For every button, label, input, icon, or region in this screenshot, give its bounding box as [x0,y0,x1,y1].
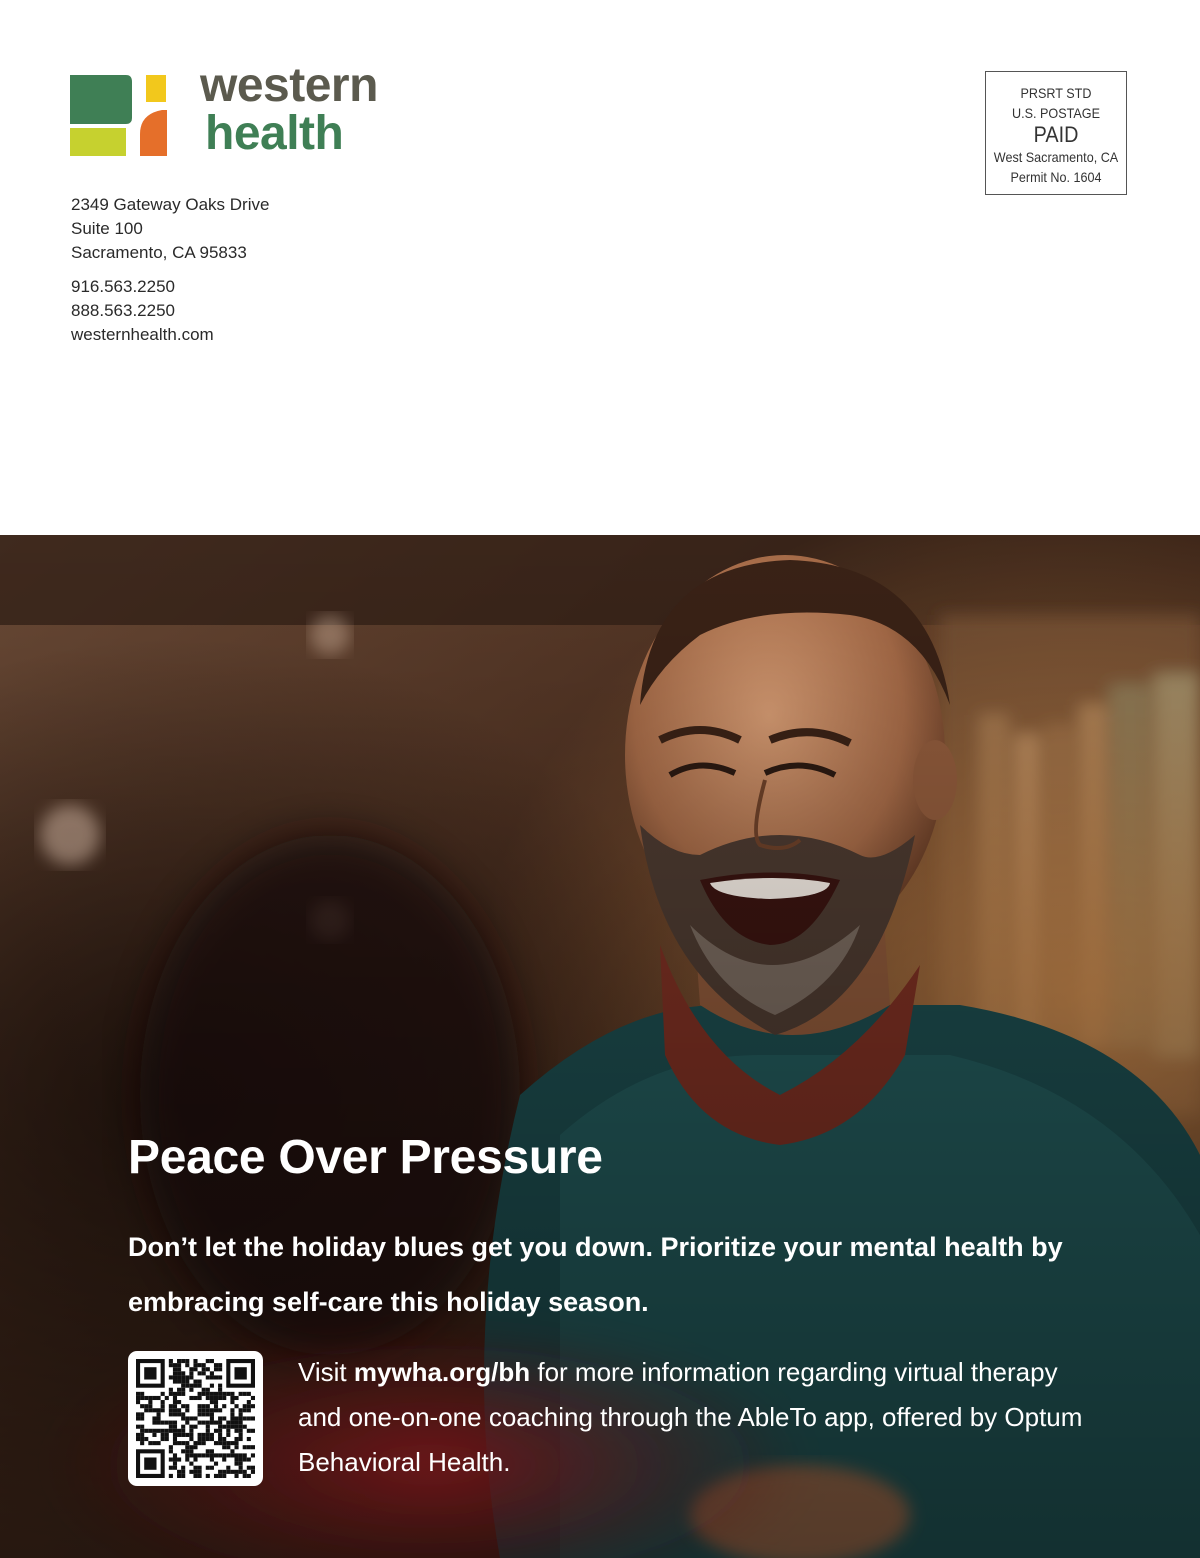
postage-class: PRSRT STD [1020,85,1092,101]
website-link[interactable]: westernhealth.com [71,325,214,344]
qr-code[interactable] [128,1351,263,1486]
info-link[interactable]: mywha.org/bh [353,1357,531,1387]
promo-info [298,1350,1088,1485]
info-prefix: Visit [298,1357,354,1387]
logo-wordmark [200,59,378,160]
address-line-1: 2349 Gateway Oaks Drive [71,195,270,214]
address-line-2: Suite 100 [71,219,143,238]
postage-permit: Permit No. 1604 [1010,169,1102,185]
return-address [71,193,269,347]
western-health-logo [70,59,410,162]
qr-code-icon [136,1359,255,1478]
logo-word-health: health [205,107,344,160]
phone-local: 916.563.2250 [71,277,175,296]
postage-indicia [985,71,1127,195]
promo-subhead: Don’t let the holiday blues get you down. Prioritize your mental health by embracing self-care this holiday season. [128,1232,1063,1317]
info-suffix: for more information regarding virtual therapy and one-on-one coaching through the AbleTo app, offered by Optum Behavioral Health. [298,1357,1083,1477]
address-line-3: Sacramento, CA 95833 [71,243,247,262]
postage-paid: PAID [1033,122,1079,147]
promo-headline: Peace Over Pressure [128,1131,603,1184]
logo-mark-icon [70,72,170,158]
postage-label: U.S. POSTAGE [1011,105,1100,121]
postage-city: West Sacramento, CA [993,149,1119,165]
phone-tollfree: 888.563.2250 [71,301,175,320]
logo-word-western: western [200,59,378,112]
